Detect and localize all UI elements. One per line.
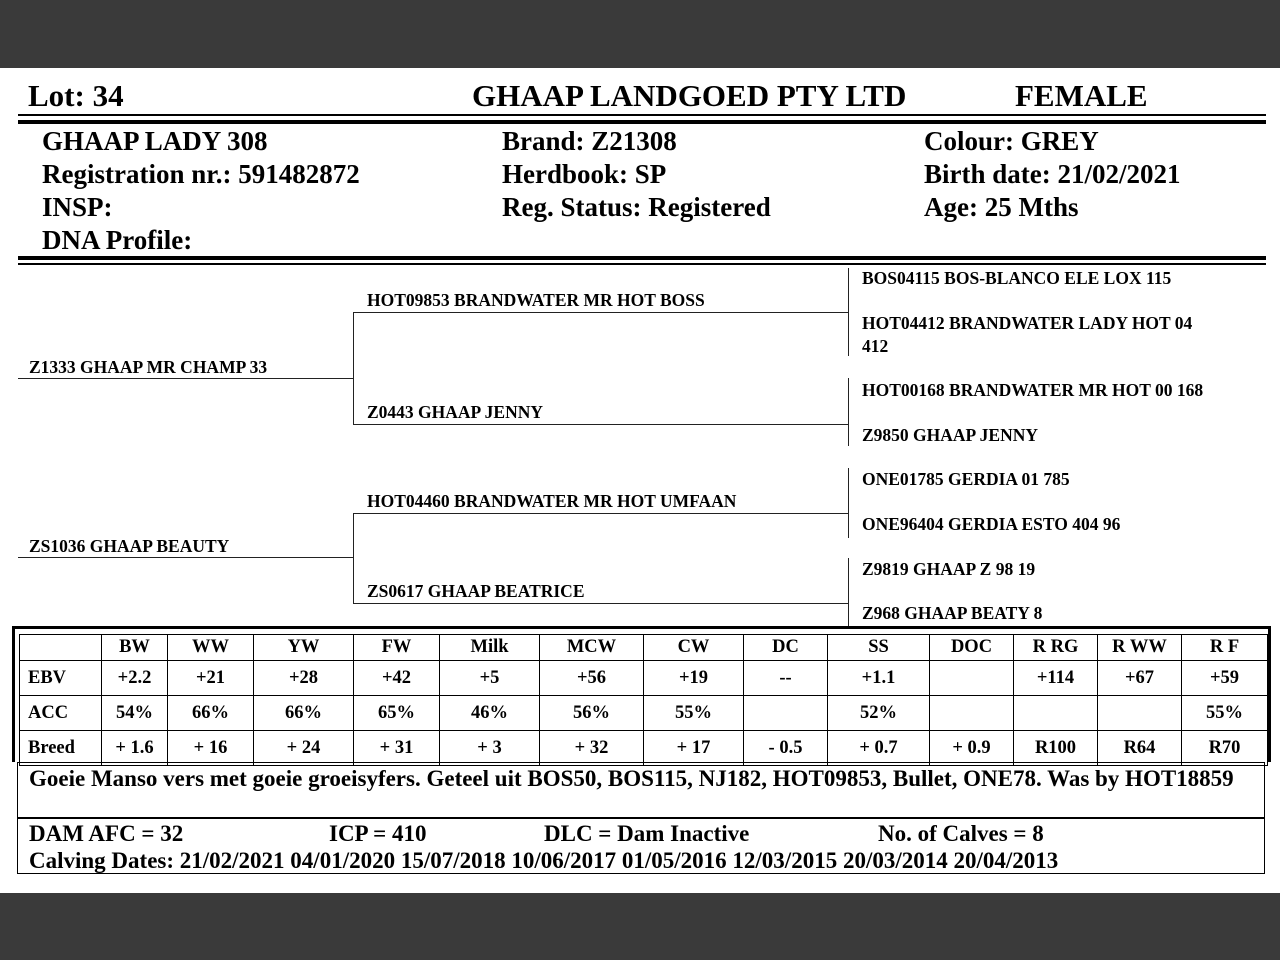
column-header: WW xyxy=(168,635,254,661)
comment-box xyxy=(17,762,1265,818)
table-row xyxy=(20,661,1268,696)
insp-label: INSP: xyxy=(42,192,113,222)
table-cell: 66% xyxy=(254,696,354,731)
animal-sex: FEMALE xyxy=(1015,78,1148,113)
table-cell: R70 xyxy=(1182,731,1268,766)
table-cell: + 17 xyxy=(644,731,744,766)
table-cell: -- xyxy=(744,661,828,696)
footer-box xyxy=(17,818,1265,874)
column-header: R RG xyxy=(1014,635,1098,661)
column-header: Milk xyxy=(440,635,540,661)
dam-sire-bracket xyxy=(848,468,849,538)
table-cell: + 24 xyxy=(254,731,354,766)
table-cell: 56% xyxy=(540,696,644,731)
dam-sire: HOT04460 BRANDWATER MR HOT UMFAAN xyxy=(367,491,737,511)
table-cell: - 0.5 xyxy=(744,731,828,766)
row-label: EBV xyxy=(20,661,102,696)
row-label: Breed xyxy=(20,731,102,766)
table-cell xyxy=(1014,696,1098,731)
dlc: DLC = Dam Inactive xyxy=(544,821,750,846)
column-header: YW xyxy=(254,635,354,661)
info-rule-thick xyxy=(18,256,1266,260)
breeder-name: GHAAP LANDGOED PTY LTD xyxy=(472,78,907,113)
table-cell: 55% xyxy=(1182,696,1268,731)
table-frame-right xyxy=(1268,626,1271,762)
animal-name: GHAAP LADY 308 xyxy=(42,126,268,156)
table-cell: R100 xyxy=(1014,731,1098,766)
table-cell: +1.1 xyxy=(828,661,930,696)
lot-number: Lot: 34 xyxy=(28,78,124,113)
great-grandparent-8: Z968 GHAAP BEATY 8 xyxy=(862,603,1043,623)
column-header xyxy=(20,635,102,661)
comment-text: Goeie Manso vers met goeie groeisyfers. Geteel uit BOS50, BOS115, NJ182, HOT09853, Bullet, ONE78. Was by HOT18859 xyxy=(29,766,1234,791)
great-grandparent-1: BOS04115 BOS-BLANCO ELE LOX 115 xyxy=(862,268,1172,288)
great-grandparent-3: HOT00168 BRANDWATER MR HOT 00 168 xyxy=(862,380,1204,400)
table-cell: 46% xyxy=(440,696,540,731)
number-of-calves: No. of Calves = 8 xyxy=(878,821,1044,846)
table-cell: + 0.7 xyxy=(828,731,930,766)
sire-sire: HOT09853 BRANDWATER MR HOT BOSS xyxy=(367,290,705,310)
header-rule-thin xyxy=(18,114,1266,116)
dam: ZS1036 GHAAP BEAUTY xyxy=(29,536,230,556)
sire-dam-bracket xyxy=(848,378,849,446)
sire-sire-bracket xyxy=(848,268,849,356)
column-header: DC xyxy=(744,635,828,661)
age: Age: 25 Mths xyxy=(924,192,1079,222)
column-header: FW xyxy=(354,635,440,661)
table-cell xyxy=(930,661,1014,696)
column-header: R WW xyxy=(1098,635,1182,661)
table-cell: +2.2 xyxy=(102,661,168,696)
table-cell: + 1.6 xyxy=(102,731,168,766)
table-cell: 66% xyxy=(168,696,254,731)
dam-dam: ZS0617 GHAAP BEATRICE xyxy=(367,581,585,601)
table-cell: +19 xyxy=(644,661,744,696)
table-cell: +21 xyxy=(168,661,254,696)
table-cell: 54% xyxy=(102,696,168,731)
row-label: ACC xyxy=(20,696,102,731)
header-rule-thick xyxy=(18,120,1266,124)
table-cell: + 32 xyxy=(540,731,644,766)
table-cell: + 0.9 xyxy=(930,731,1014,766)
column-header: BW xyxy=(102,635,168,661)
dna-profile-label: DNA Profile: xyxy=(42,225,193,255)
registration-status: Reg. Status: Registered xyxy=(502,192,771,222)
birth-date: Birth date: 21/02/2021 xyxy=(924,159,1181,189)
table-cell xyxy=(744,696,828,731)
sire-dam-line xyxy=(353,424,848,425)
great-grandparent-2: HOT04412 BRANDWATER LADY HOT 04 xyxy=(862,313,1193,333)
bottom-dark-band xyxy=(0,893,1280,960)
top-dark-band xyxy=(0,0,1280,68)
registration-number: Registration nr.: 591482872 xyxy=(42,159,360,189)
table-row xyxy=(20,731,1268,766)
great-grandparent-2-cont: 412 xyxy=(862,336,889,356)
table-cell: +67 xyxy=(1098,661,1182,696)
table-cell: R64 xyxy=(1098,731,1182,766)
colour: Colour: GREY xyxy=(924,126,1099,156)
table-row xyxy=(20,696,1268,731)
brand: Brand: Z21308 xyxy=(502,126,677,156)
dam-afc: DAM AFC = 32 xyxy=(29,821,184,846)
info-rule-thin xyxy=(18,263,1266,265)
table-cell: + 31 xyxy=(354,731,440,766)
column-header: MCW xyxy=(540,635,644,661)
column-header: CW xyxy=(644,635,744,661)
table-cell: 55% xyxy=(644,696,744,731)
dam-bracket xyxy=(353,513,354,603)
icp: ICP = 410 xyxy=(329,821,427,846)
dam-dam-line xyxy=(353,603,848,604)
table-frame-top xyxy=(12,626,1271,629)
table-cell: +42 xyxy=(354,661,440,696)
column-header: R F xyxy=(1182,635,1268,661)
table-cell: 52% xyxy=(828,696,930,731)
dam-sire-line xyxy=(353,513,848,514)
table-frame-left xyxy=(12,626,15,762)
table-cell: +28 xyxy=(254,661,354,696)
column-header: DOC xyxy=(930,635,1014,661)
table-cell: +59 xyxy=(1182,661,1268,696)
table-cell xyxy=(930,696,1014,731)
calving-dates: Calving Dates: 21/02/2021 04/01/2020 15/07/2018 10/06/2017 01/05/2016 12/03/2015 20/03/2014 20/04/2013 xyxy=(29,848,1059,873)
table-cell: 65% xyxy=(354,696,440,731)
table-cell: + 16 xyxy=(168,731,254,766)
great-grandparent-4: Z9850 GHAAP JENNY xyxy=(862,425,1038,445)
table-cell: +5 xyxy=(440,661,540,696)
table-cell: +114 xyxy=(1014,661,1098,696)
herdbook: Herdbook: SP xyxy=(502,159,667,189)
great-grandparent-5: ONE01785 GERDIA 01 785 xyxy=(862,469,1070,489)
sire: Z1333 GHAAP MR CHAMP 33 xyxy=(29,357,268,377)
sire-sire-line xyxy=(353,312,848,313)
ebv-table xyxy=(19,634,1268,766)
table-cell: +56 xyxy=(540,661,644,696)
ebv-header-row xyxy=(20,635,1268,661)
sire-dam: Z0443 GHAAP JENNY xyxy=(367,402,543,422)
great-grandparent-7: Z9819 GHAAP Z 98 19 xyxy=(862,559,1036,579)
table-cell: + 3 xyxy=(440,731,540,766)
column-header: SS xyxy=(828,635,930,661)
table-cell xyxy=(1098,696,1182,731)
sire-line xyxy=(18,378,354,379)
great-grandparent-6: ONE96404 GERDIA ESTO 404 96 xyxy=(862,514,1121,534)
dam-dam-bracket xyxy=(848,558,849,626)
dam-line xyxy=(18,557,354,558)
sire-bracket xyxy=(353,312,354,424)
